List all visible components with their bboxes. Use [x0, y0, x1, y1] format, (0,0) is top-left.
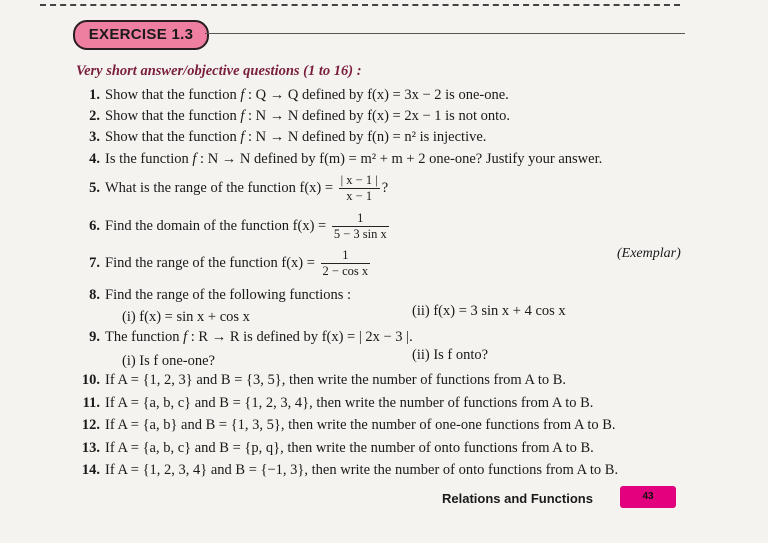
exemplar-tag: (Exemplar)	[617, 246, 681, 261]
fraction: $\frac{1}{\text{5 − 3 sin x}}$	[333, 211, 387, 241]
question-3: 3. Show that the function f : N → N defined by f(n) = n² is injective.	[89, 129, 487, 145]
question-4: 4. Is the function f : N → N defined by f(m) = m² + m + 2 one-one? Justify your answer.	[89, 151, 603, 167]
question-13: 13. If A = {a, b, c} and B = {p, q}, then write the number of onto functions from A to B.	[81, 440, 594, 456]
fraction: $\frac{| x - 1 |}{x - 1}$	[340, 173, 378, 203]
fraction: $\frac{1}{\text{2 − cos x}}$	[322, 248, 369, 278]
question-1: 1. Show that the function f : Q → Q defined by f(x) = 3x − 2 is one-one.	[89, 87, 509, 103]
question-9-part-i: (i) Is f one-one?	[122, 353, 215, 369]
question-8: 8. Find the range of the following functions :	[89, 287, 352, 303]
header-rule	[205, 33, 685, 34]
question-5: 5. What is the range of the function f(x) = $\frac{| x - 1 |}{x - 1}$ ?	[89, 173, 389, 203]
question-2: 2. Show that the function f : N → N defined by f(x) = 2x − 1 is not onto.	[89, 108, 511, 124]
footer-chapter-title: Relations and Functions	[442, 491, 593, 506]
question-14: 14. If A = {1, 2, 3, 4} and B = {−1, 3}, then write the number of onto functions from A to B.	[81, 462, 619, 478]
question-11: 11. If A = {a, b, c} and B = {1, 2, 3, 4}, then write the number of functions from A to B.	[82, 395, 594, 411]
top-dashed-rule	[40, 4, 680, 6]
question-9: 9. The function f : R → R is defined by f(x) = | 2x − 3 |.	[89, 329, 413, 345]
question-10: 10. If A = {1, 2, 3} and B = {3, 5}, then write the number of functions from A to B.	[81, 372, 567, 388]
subheading: Very short answer/objective questions (1 to 16) :	[76, 63, 362, 79]
question-9-part-ii: (ii) Is f onto?	[412, 347, 489, 363]
question-12: 12. If A = {a, b} and B = {1, 3, 5}, then write the number of one-one functions from A to B.	[81, 417, 616, 433]
question-8-part-ii: (ii) f(x) = 3 sin x + 4 cos x	[412, 303, 566, 319]
question-7: 7. Find the range of the function f(x) = $\frac{1}{\text{2 − cos x}}$	[89, 248, 369, 278]
page-number: 43	[620, 486, 676, 508]
question-8-part-i: (i) f(x) = sin x + cos x	[122, 309, 250, 325]
question-6: 6. Find the domain of the function f(x) = $\frac{1}{\text{5 − 3 sin x}}$	[89, 211, 387, 241]
exercise-badge: EXERCISE 1.3	[73, 20, 209, 50]
